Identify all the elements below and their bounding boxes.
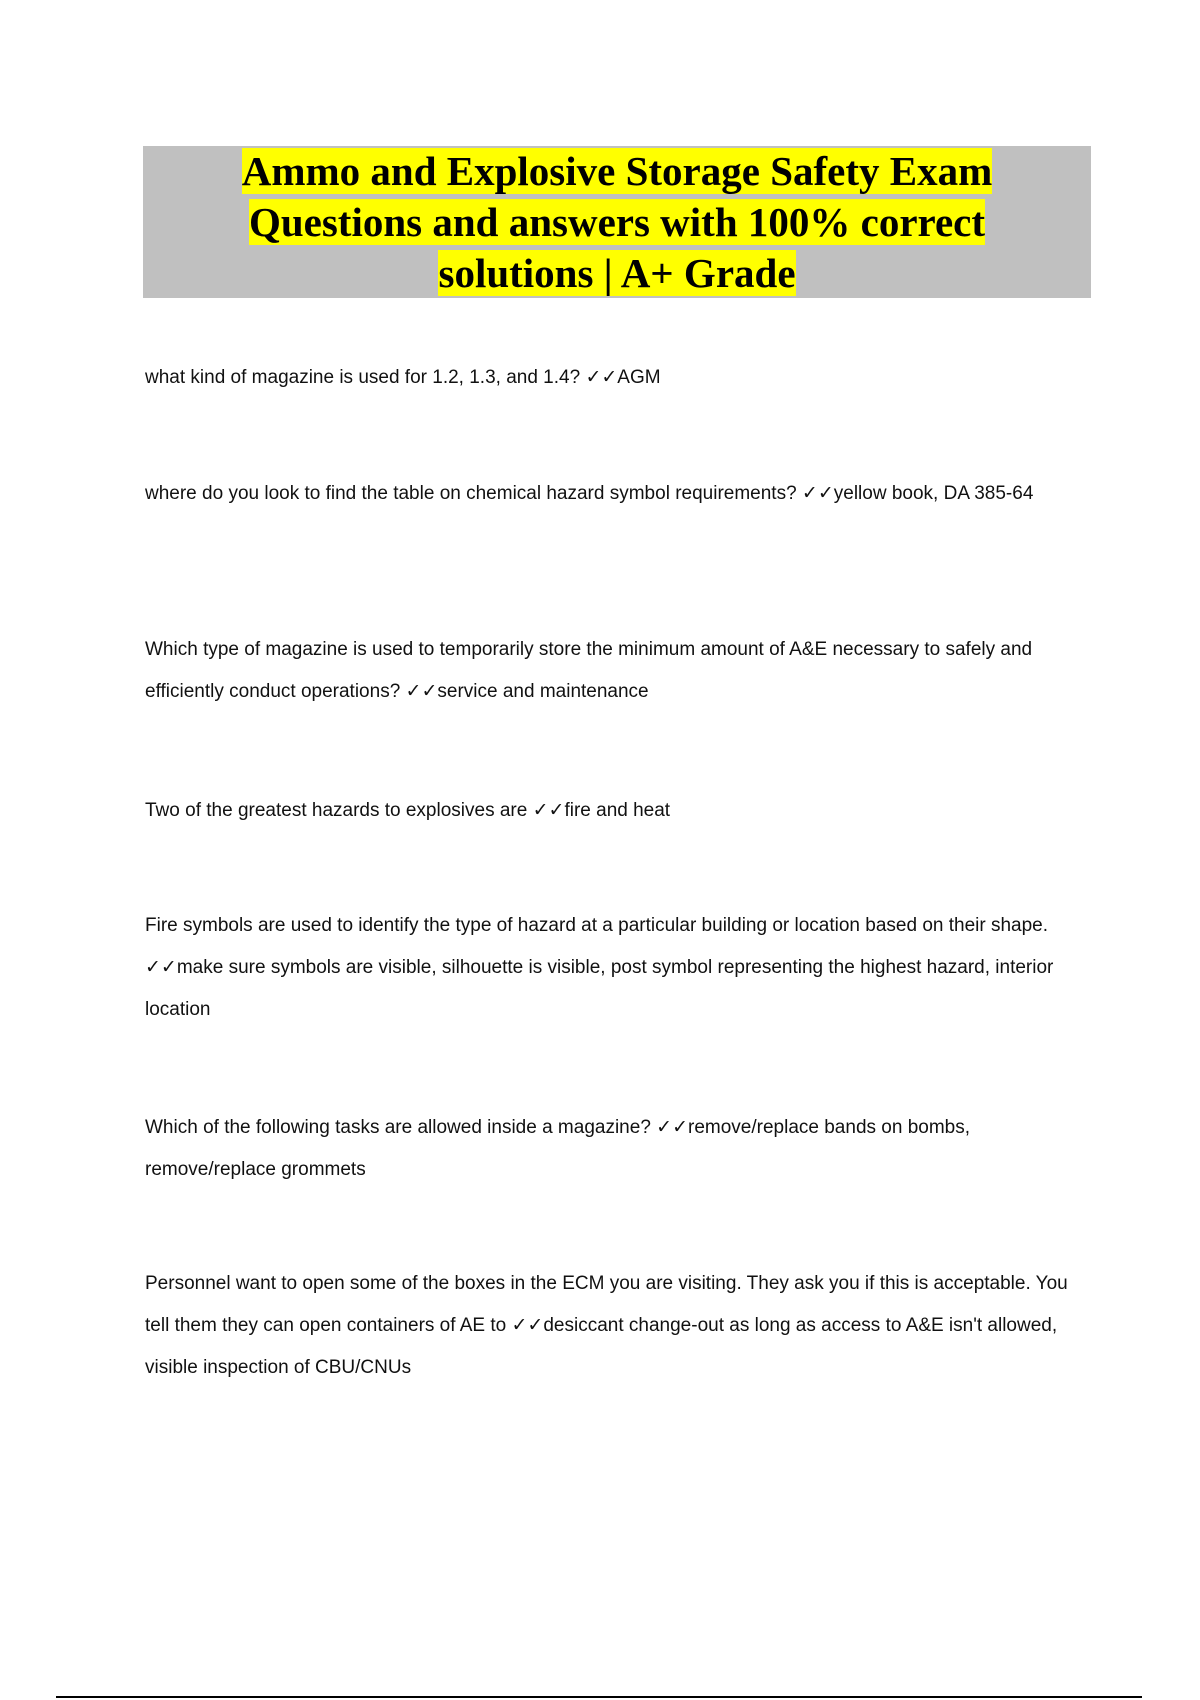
check-mark-icon: ✓✓ (405, 681, 438, 702)
check-mark-icon: ✓✓ (801, 483, 834, 504)
check-mark-icon: ✓✓ (145, 957, 177, 978)
document-title-text: Ammo and Explosive Storage Safety Exam Questions and answers with 100% correct solutions | A+ Grade (241, 147, 993, 296)
answer-text: remove/replace bands on bombs, remove/replace grommets (145, 1117, 971, 1180)
document-title (207, 146, 1027, 299)
check-mark-icon: ✓✓ (511, 1315, 544, 1336)
title-banner (143, 146, 1091, 298)
question-text: Which type of magazine is used to temporarily store the minimum amount of A&E necessary to safely and efficiently conduct operations? (145, 639, 1033, 702)
answer-text: yellow book, DA 385-64 (833, 483, 1034, 504)
check-mark-icon: ✓✓ (532, 800, 565, 821)
question-text: where do you look to find the table on chemical hazard symbol requirements? (145, 483, 797, 504)
qa-item-7 (145, 1263, 1095, 1389)
answer-text: service and maintenance (437, 681, 649, 702)
answer-text: fire and heat (564, 800, 671, 821)
answer-text: make sure symbols are visible, silhouette is visible, post symbol representing the highest hazard, interior location (145, 957, 1054, 1020)
question-text: Which of the following tasks are allowed inside a magazine? (145, 1117, 651, 1138)
answer-text: desiccant change-out as long as access to A&E isn't allowed, visible inspection of CBU/CNUs (145, 1315, 1058, 1378)
qa-item-2 (145, 473, 1095, 515)
qa-item-6 (145, 1107, 1095, 1191)
check-mark-icon: ✓✓ (585, 367, 618, 388)
question-text: Personnel want to open some of the boxes in the ECM you are visiting. They ask you if this is acceptable. You tell them they can open containers of AE to (145, 1273, 1068, 1336)
question-text: Fire symbols are used to identify the type of hazard at a particular building or location based on their shape. (145, 915, 1049, 936)
qa-item-5 (145, 905, 1095, 1031)
qa-item-1 (145, 357, 1095, 399)
question-text: what kind of magazine is used for 1.2, 1.3, and 1.4? (145, 367, 581, 388)
check-mark-icon: ✓✓ (656, 1117, 689, 1138)
footer-divider (56, 1696, 1142, 1698)
question-text: Two of the greatest hazards to explosives are (145, 800, 528, 821)
answer-text: AGM (617, 367, 661, 388)
qa-item-3 (145, 629, 1095, 713)
qa-item-4 (145, 790, 1095, 832)
